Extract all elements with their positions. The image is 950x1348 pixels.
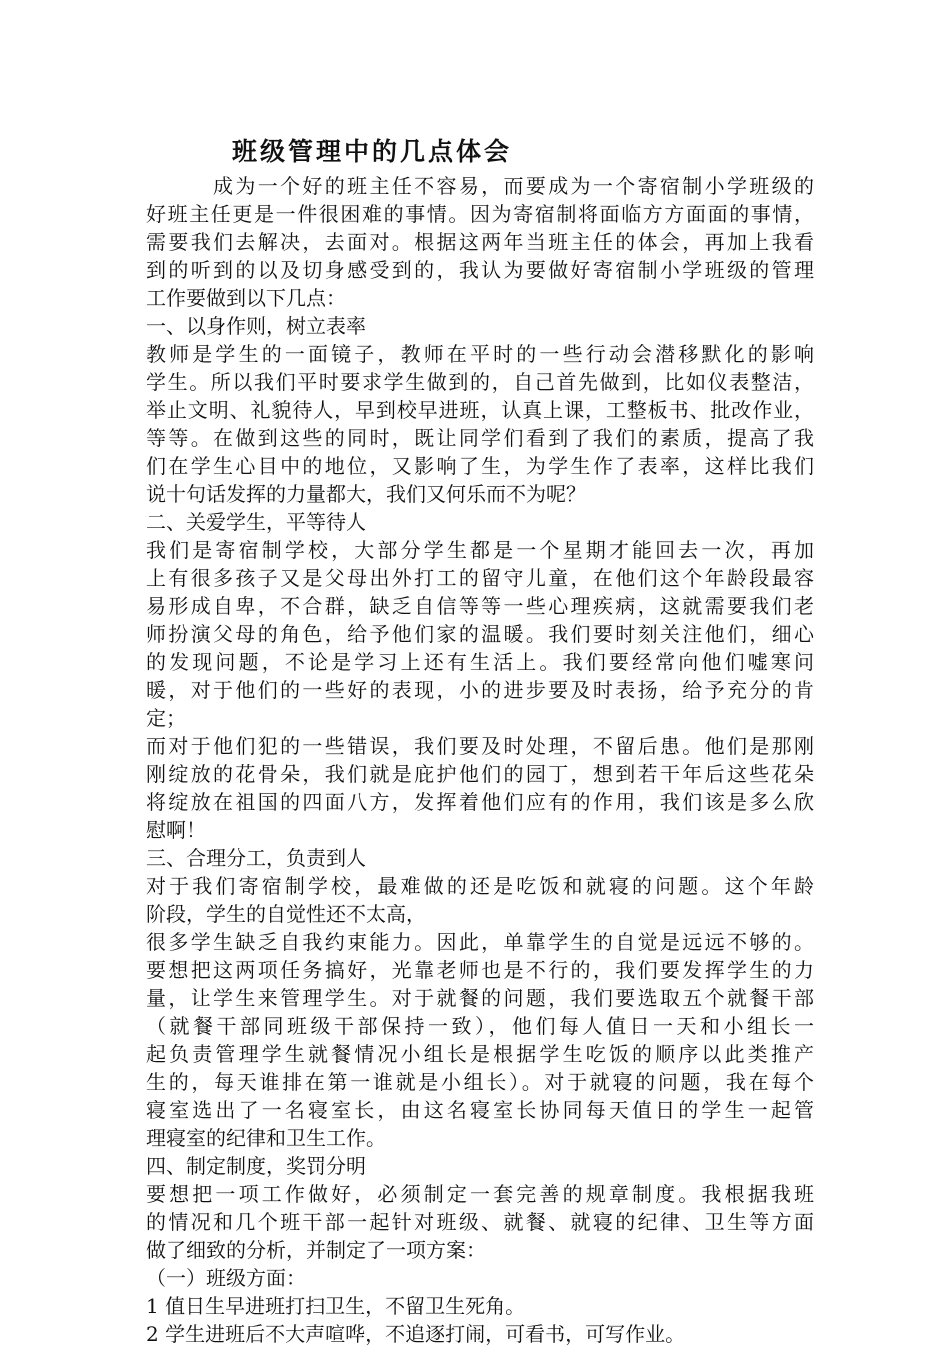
body-line: （就餐干部同班级干部保持一致），他们每人值日一天和小组长一 <box>146 1014 814 1038</box>
section-heading: 一、以身作则，树立表率 <box>146 314 366 338</box>
body-line: 1 值日生早进班打扫卫生，不留卫生死角。 <box>146 1294 526 1318</box>
body-line: 工作要做到以下几点： <box>146 286 346 310</box>
body-line: 慰啊！ <box>146 818 206 842</box>
body-line: 我们是寄宿制学校，大部分学生都是一个星期才能回去一次，再加 <box>146 538 814 562</box>
body-line: 刚绽放的花骨朵，我们就是庇护他们的园丁，想到若干年后这些花朵 <box>146 762 814 786</box>
body-line: 生的，每天谁排在第一谁就是小组长）。对于就寝的问题，我在每个 <box>146 1070 814 1094</box>
body-line: 师扮演父母的角色，给予他们家的温暖。我们要时刻关注他们，细心 <box>146 622 814 646</box>
body-line: 举止文明、礼貌待人，早到校早进班，认真上课，工整板书、批改作业， <box>146 398 814 422</box>
body-line: 的发现问题，不论是学习上还有生活上。我们要经常向他们嘘寒问 <box>146 650 814 674</box>
body-line: 起负责管理学生就餐情况小组长是根据学生吃饭的顺序以此类推产 <box>146 1042 814 1066</box>
body-line: 学生。所以我们平时要求学生做到的，自己首先做到，比如仪表整洁， <box>146 370 814 394</box>
body-line: 2 学生进班后不大声喧哗，不追逐打闹，可看书，可写作业。 <box>146 1322 686 1346</box>
body-line: 量，让学生来管理学生。对于就餐的问题，我们要选取五个就餐干部 <box>146 986 814 1010</box>
body-line: 的情况和几个班干部一起针对班级、就餐、就寝的纪律、卫生等方面 <box>146 1210 814 1234</box>
body-line: 易形成自卑，不合群，缺乏自信等等一些心理疾病，这就需要我们老 <box>146 594 814 618</box>
body-line: 到的听到的以及切身感受到的，我认为要做好寄宿制小学班级的管理 <box>146 258 814 282</box>
body-line: 将绽放在祖国的四面八方，发挥着他们应有的作用，我们该是多么欣 <box>146 790 814 814</box>
body-line: 教师是学生的一面镜子，教师在平时的一些行动会潜移默化的影响 <box>146 342 814 366</box>
body-line: 暖，对于他们的一些好的表现，小的进步要及时表扬，给予充分的肯 <box>146 678 814 702</box>
body-line: 上有很多孩子又是父母出外打工的留守儿童，在他们这个年龄段最容 <box>146 566 814 590</box>
body-line: 很多学生缺乏自我约束能力。因此，单靠学生的自觉是远远不够的。 <box>146 930 814 954</box>
body-line: 定； <box>146 706 186 730</box>
section-heading: 三、合理分工，负责到人 <box>146 846 366 870</box>
body-line: 对于我们寄宿制学校，最难做的还是吃饭和就寝的问题。这个年龄 <box>146 874 814 898</box>
body-line: 理寝室的纪律和卫生工作。 <box>146 1126 386 1150</box>
section-heading: 二、关爱学生，平等待人 <box>146 510 366 534</box>
body-line: 寝室选出了一名寝室长，由这名寝室长协同每天值日的学生一起管 <box>146 1098 814 1122</box>
body-line: 要想把这两项任务搞好，光靠老师也是不行的，我们要发挥学生的力 <box>146 958 814 982</box>
document-title: 班级管理中的几点体会 <box>232 137 513 166</box>
body-line: 做了细致的分析，并制定了一项方案： <box>146 1238 486 1262</box>
body-line: 好班主任更是一件很困难的事情。因为寄宿制将面临方方面面的事情， <box>146 202 814 226</box>
body-line: 而对于他们犯的一些错误，我们要及时处理，不留后患。他们是那刚 <box>146 734 814 758</box>
body-line: 们在学生心目中的地位，又影响了生，为学生作了表率，这样比我们 <box>146 454 814 478</box>
body-line: 要想把一项工作做好，必须制定一套完善的规章制度。我根据我班 <box>146 1182 814 1206</box>
body-line: 等等。在做到这些的同时，既让同学们看到了我们的素质，提高了我 <box>146 426 814 450</box>
section-heading: （一）班级方面： <box>146 1266 306 1290</box>
body-line: 阶段，学生的自觉性还不太高， <box>146 902 426 926</box>
body-line: 需要我们去解决，去面对。根据这两年当班主任的体会，再加上我看 <box>146 230 814 254</box>
document-body <box>146 172 814 1348</box>
body-line: 说十句话发挥的力量都大，我们又何乐而不为呢？ <box>146 482 586 506</box>
body-line: 成为一个好的班主任不容易，而要成为一个寄宿制小学班级的 <box>146 174 814 198</box>
section-heading: 四、制定制度，奖罚分明 <box>146 1154 366 1178</box>
